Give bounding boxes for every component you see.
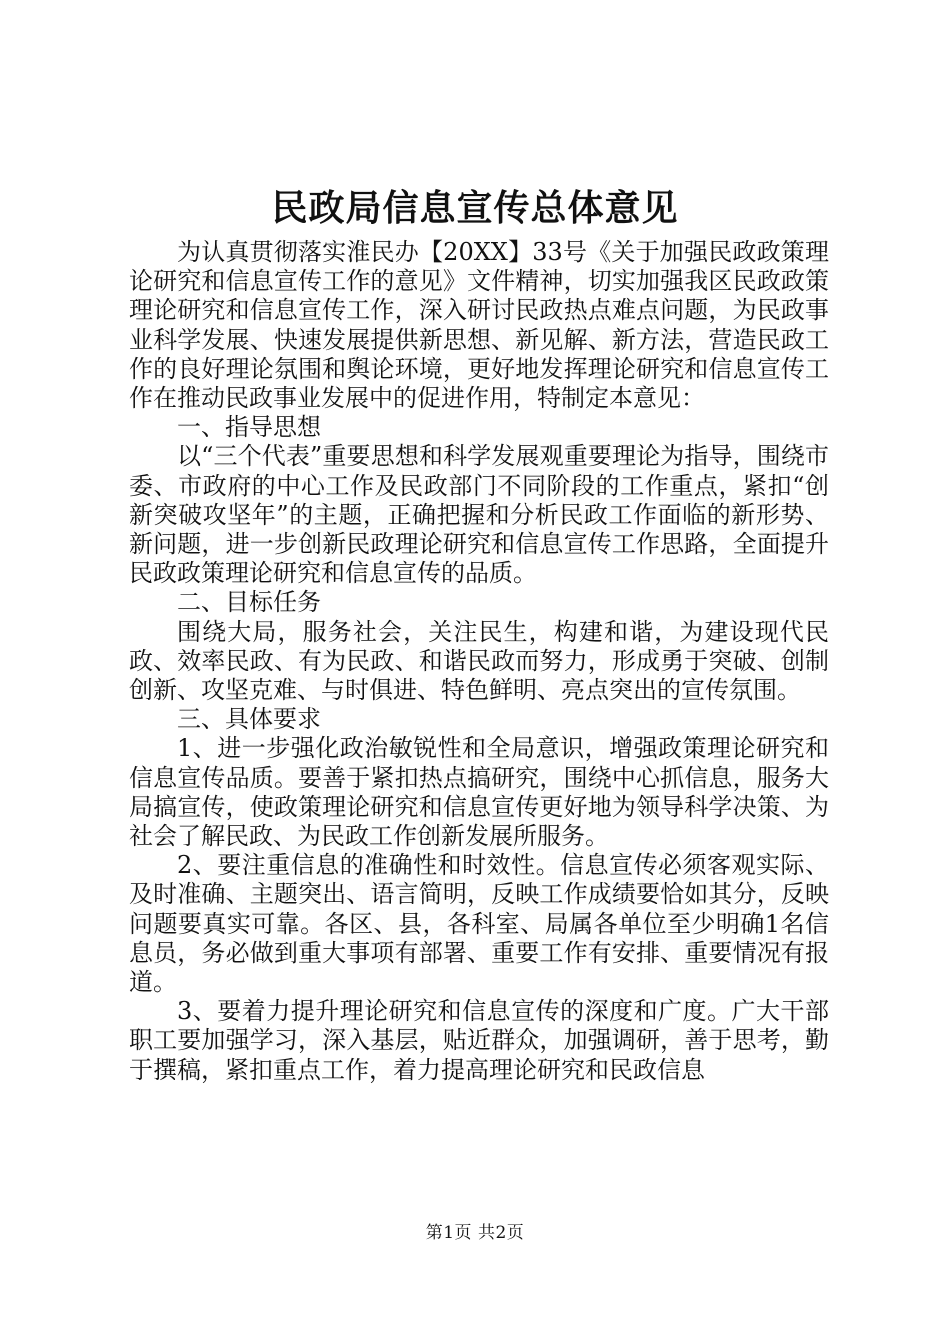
intro-paragraph: 为认真贯彻落实淮民办【20XX】33号《关于加强民政政策理论研究和信息宣传工作的意见》文件精神，切实加强我区民政政策理论研究和信息宣传工作，深入研讨民政热点难点问题，为民政事业科学发展、快速发展提供新思想、新见解、新方法，营造民政工作的良好理论氛围和舆论环境，更好地发挥理论研究和信息宣传工作在推动民政事业发展中的促进作用，特制定本意见：: [129, 238, 829, 413]
requirement-item-2: 2、要注重信息的准确性和时效性。信息宣传必须客观实际、及时准确、主题突出、语言简明，反映工作成绩要恰如其分，反映问题要真实可靠。各区、县，各科室、局属各单位至少明确1名信息员，务必做到重大事项有部署、重要工作有安排、重要情况有报道。: [129, 851, 829, 997]
section-heading-guiding-ideology: 一、指导思想: [177, 413, 321, 442]
requirement-item-3: 3、要着力提升理论研究和信息宣传的深度和广度。广大干部职工要加强学习，深入基层，贴近群众，加强调研，善于思考，勤于撰稿，紧扣重点工作，着力提高理论研究和民政信息: [129, 997, 829, 1084]
requirement-item-1: 1、进一步强化政治敏锐性和全局意识，增强政策理论研究和信息宣传品质。要善于紧扣热点搞研究，围绕中心抓信息，服务大局搞宣传，使政策理论研究和信息宣传更好地为领导科学决策、为社会了解民政、为民政工作创新发展所服务。: [129, 734, 829, 851]
document-title: 民政局信息宣传总体意见: [271, 187, 679, 229]
document-body: [129, 238, 829, 1085]
section-heading-objectives: 二、目标任务: [177, 588, 321, 617]
objectives-paragraph: 围绕大局，服务社会，关注民生，构建和谐，为建设现代民政、效率民政、有为民政、和谐民政而努力，形成勇于突破、创制创新、攻坚克难、与时俱进、特色鲜明、亮点突出的宣传氛围。: [129, 617, 829, 705]
section-heading-requirements: 三、具体要求: [177, 705, 321, 734]
page-number-footer: 第1页 共2页: [425, 1223, 525, 1243]
guiding-ideology-paragraph: 以“三个代表”重要思想和科学发展观重要理论为指导，围绕市委、市政府的中心工作及民政部门不同阶段的工作重点，紧扣“创新突破攻坚年”的主题，正确把握和分析民政工作面临的新形势、新问题，进一步创新民政理论研究和信息宣传工作思路，全面提升民政政策理论研究和信息宣传的品质。: [129, 442, 829, 588]
